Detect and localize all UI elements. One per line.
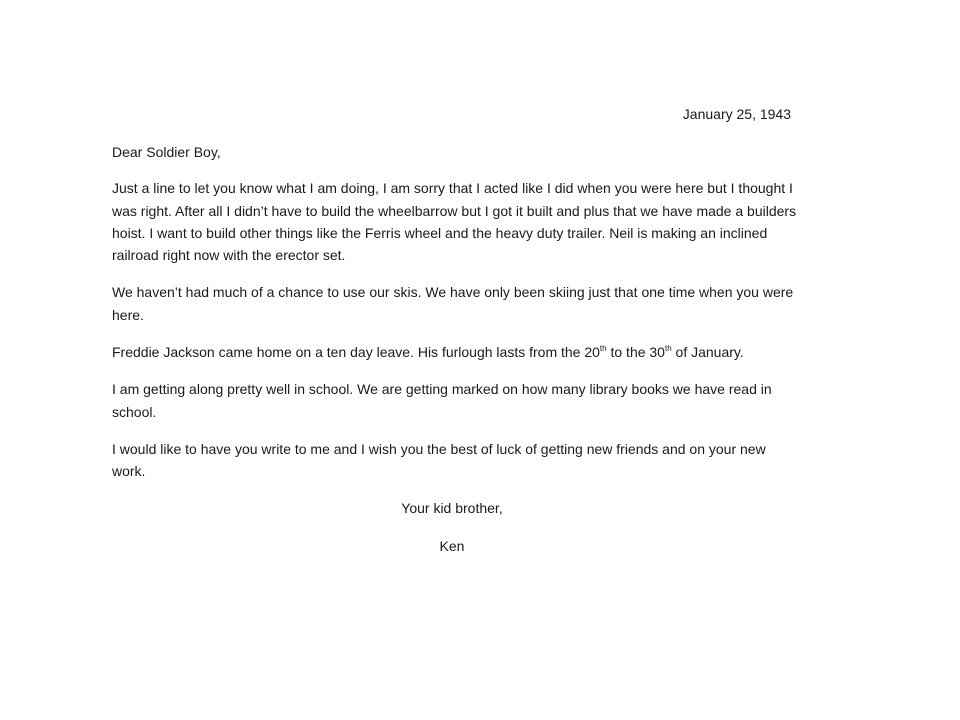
furlough-text-middle: to the 30	[606, 344, 665, 361]
paragraph-furlough	[112, 341, 802, 363]
paragraph-wishes: I would like to have you write to me and I wish you the best of luck of getting new friends and on your new work.	[112, 440, 766, 480]
ordinal-suffix: th	[599, 344, 607, 354]
letter-date: January 25, 1943	[682, 106, 791, 122]
paragraph-school: I am getting along pretty well in school. We are getting marked on how many library books we have read in school.	[112, 381, 772, 420]
furlough-text-end: of January.	[671, 344, 744, 361]
letter-body	[112, 141, 802, 498]
furlough-text-start: Freddie Jackson came home on a ten day leave. His furlough lasts from the 20	[112, 344, 600, 361]
ordinal-suffix: th	[664, 344, 672, 354]
paragraph-projects: Just a line to let you know what I am doing, I am sorry that I acted like I did when you were here but I thought I was right. After all I didn’t have to build the wheelbarrow but I got it built and plus that we have made a builders hoist. I want to build other things like the Ferris wheel and the heavy duty trailer. Neil is making an inclined railroad right now with the erector set.	[112, 180, 797, 264]
letter-closing: Your kid brother,	[401, 500, 503, 516]
letter-signature: Ken	[439, 538, 465, 554]
paragraph-skis: We haven’t had much of a chance to use our skis. We have only been skiing just that one time when you were here.	[112, 284, 794, 323]
salutation: Dear Soldier Boy,	[112, 144, 221, 160]
